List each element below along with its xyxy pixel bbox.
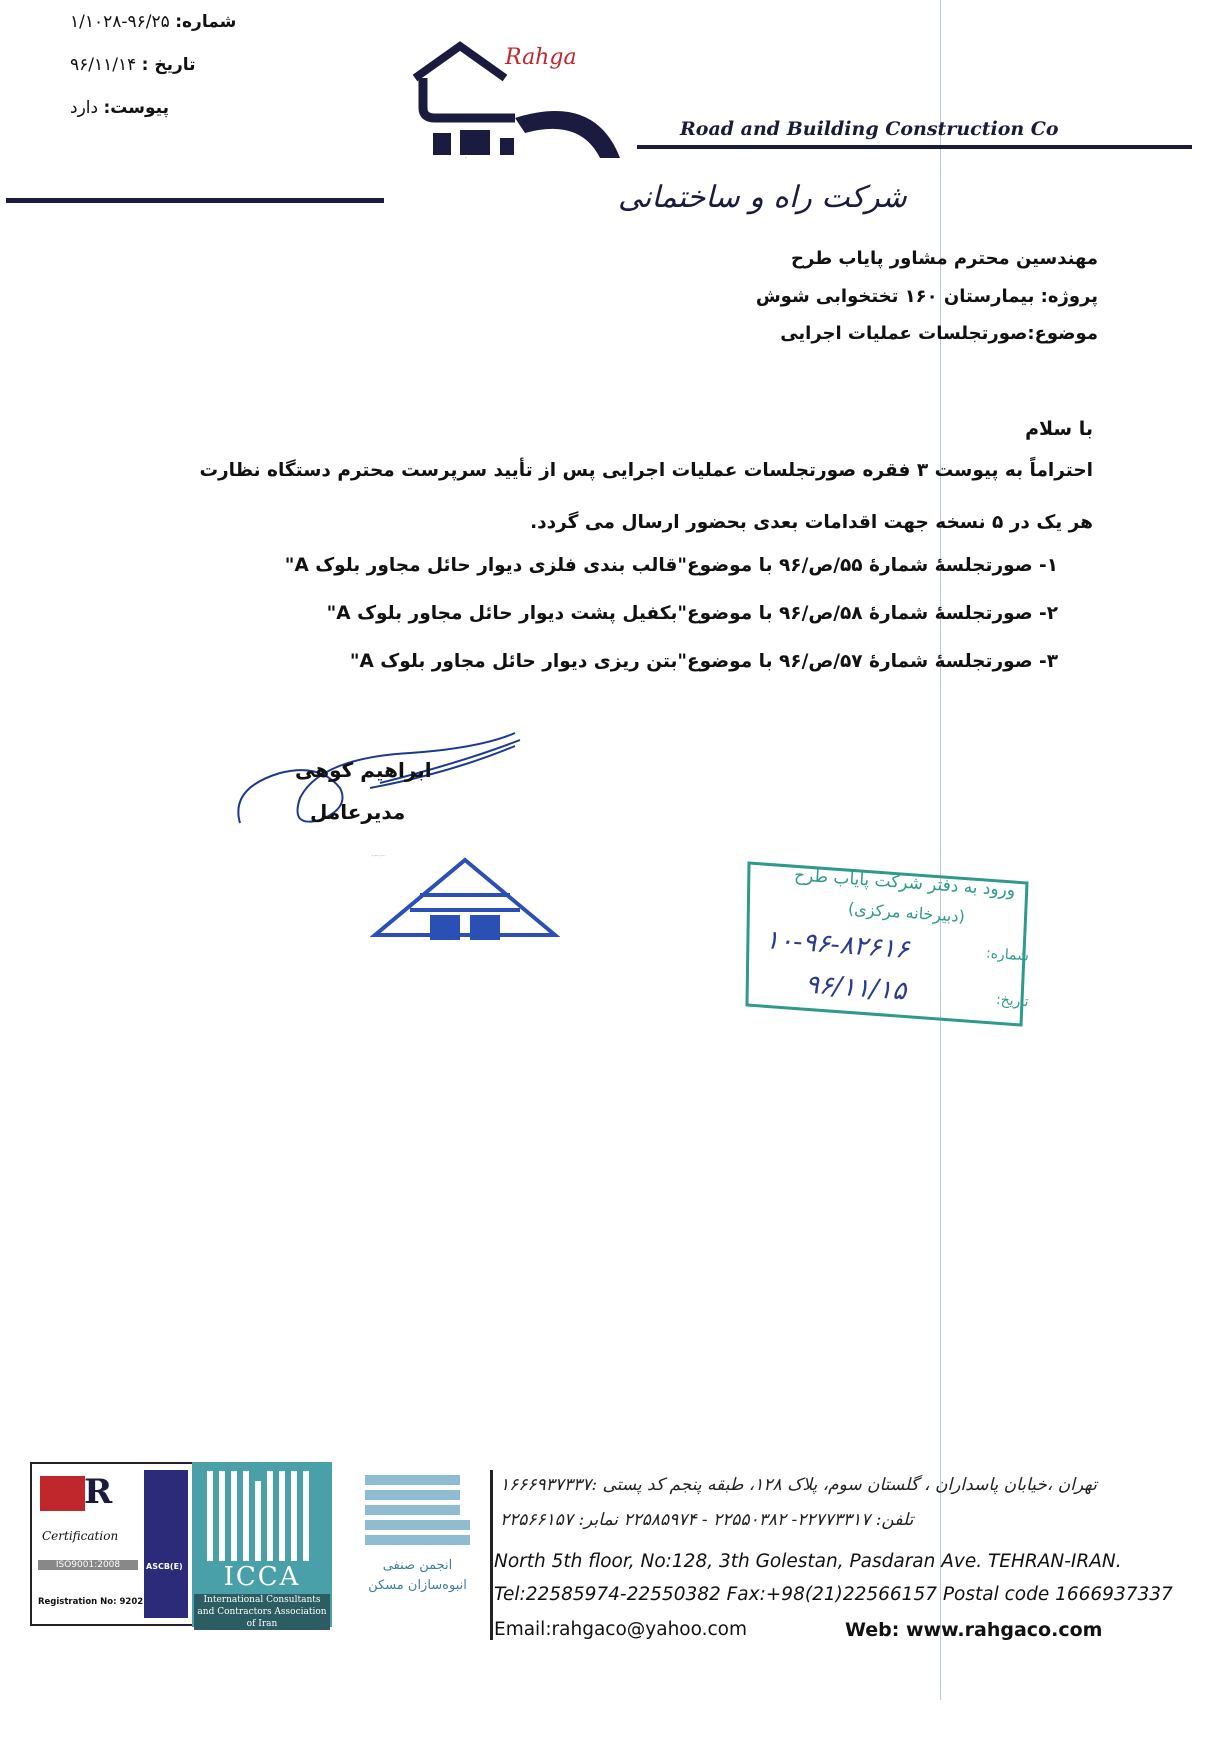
- received-stamp-line1: ورود به دفتر شرکت پایاب طرح: [793, 865, 1016, 901]
- body-paragraph-line1: احتراماً به پیوست ۳ فقره صورتجلسات عملیات اجرایی پس از تأیید سرپرست محترم دستگاه نظارت: [199, 460, 1093, 481]
- footer-phone-fa: تلفن: ۲۲۷۷۳۳۱۷- ۲۲۵۵۰۳۸۲ - ۲۲۵۸۵۹۷۴ نمابر: ۲۲۵۶۶۱۵۷: [500, 1510, 914, 1530]
- received-number: ۱۰-۹۶-۸۲۶۱۶: [764, 924, 911, 966]
- company-name-en: Road and Building Construction Co: [680, 118, 1059, 140]
- letter-date: [70, 55, 196, 75]
- footer-email: Email:rahgaco@yahoo.com: [494, 1619, 748, 1640]
- letter-date-label: تاریخ :: [141, 55, 196, 75]
- logo-mark-text: رهگا: [465, 158, 467, 159]
- housing-association-logo: [360, 1470, 475, 1610]
- footer-address-fa: تهران ،خیابان پاسداران ، گلستان سوم، پلاک ۱۲۸، طبقه پنجم کد پستی :۱۶۶۶۹۳۷۳۳۷: [500, 1475, 1097, 1495]
- logo-script: Rahga: [505, 45, 577, 70]
- certification-mark-icon: [40, 1476, 85, 1511]
- company-name-fa: شرکت راه و ساختمانی: [618, 180, 907, 215]
- housing-grid-icon: [360, 1470, 475, 1550]
- cert-certification: Certification: [42, 1529, 119, 1543]
- cert-iso: ISO9001:2008: [38, 1560, 138, 1570]
- footer-divider: [490, 1470, 493, 1640]
- addressee-to: مهندسین محترم مشاور پایاب طرح: [791, 248, 1098, 269]
- footer-web: Web: www.rahgaco.com: [845, 1619, 1103, 1641]
- letter-attachment: [70, 98, 169, 118]
- company-seal-text: شرکت مهندسی رهگا سهامی خاص: [371, 856, 386, 857]
- received-date: ۹۶/۱۱/۱۵: [804, 969, 908, 1007]
- letter-attachment-value: دارد: [70, 98, 99, 118]
- cert-ascb: ASCB(E): [146, 1562, 183, 1571]
- icca-building-icon: [192, 1466, 332, 1566]
- header-rule-right: [637, 145, 1192, 149]
- addressee-subject: موضوع:صورتجلسات عملیات اجرایی: [780, 323, 1098, 344]
- body-paragraph-line2: هر یک در ۵ نسخه جهت اقدامات بعدی بحضور ارسال می گردد.: [530, 512, 1093, 533]
- letter-number-value: ۹۶/۲۵-۱/۱۰۲۸: [70, 12, 170, 32]
- icca-abbr: ICCA: [223, 1562, 301, 1592]
- footer-address-en: North 5th floor, No:128, 3th Golestan, Pasdaran Ave. TEHRAN-IRAN.: [494, 1551, 1122, 1572]
- ascb-badge-icon: [144, 1470, 188, 1618]
- assoc-fa-line2: انبوه‌سازان مسکن: [368, 1578, 467, 1593]
- received-stamp: [745, 855, 1035, 1030]
- signer-title: مدیرعامل: [310, 800, 406, 824]
- greeting: با سلام: [1025, 418, 1093, 440]
- received-date-label: تاریخ:: [995, 991, 1030, 1011]
- company-seal-stamp-icon: [370, 855, 560, 980]
- addressee-project: پروژه: بیمارستان ۱۶۰ تختخوابی شوش: [755, 286, 1098, 307]
- iso-certification-logo: R Certification ISO9001:2008 Registration No: 9202 ASCB(E): [30, 1462, 194, 1626]
- signer-name: ابراهیم کوهی: [295, 758, 432, 782]
- icca-logo: [192, 1462, 332, 1627]
- received-number-label: شماره:: [985, 945, 1030, 965]
- icca-full: International Consultants and Contractors Association of Iran: [194, 1594, 330, 1630]
- cert-registration: Registration No: 9202: [38, 1597, 144, 1607]
- list-item: ۳- صورتجلسهٔ شمارهٔ ۵۷/ص/۹۶ با موضوع"بتن ریزی دیوار حائل مجاور بلوک A": [349, 651, 1058, 672]
- letter-date-value: ۹۶/۱۱/۱۴: [70, 55, 137, 75]
- letter-attachment-label: پیوست:: [103, 98, 169, 118]
- letter-number: [70, 12, 236, 32]
- assoc-fa-line1: انجمن صنفی: [382, 1558, 453, 1573]
- footer-phones-en: Tel:22585974-22550382 Fax:+98(21)22566157 Postal code 1666937337: [494, 1584, 1173, 1605]
- list-item: ۱- صورتجلسهٔ شمارهٔ ۵۵/ص/۹۶ با موضوع"قالب بندی فلزی دیوار حائل مجاور بلوک A": [284, 555, 1058, 576]
- received-stamp-line2: (دبیرخانه مرکزی): [847, 898, 966, 927]
- letter-number-label: شماره:: [175, 12, 237, 32]
- header-rule-left: [6, 198, 384, 203]
- list-item: ۲- صورتجلسهٔ شمارهٔ ۵۸/ص/۹۶ با موضوع"بکفیل پشت دیوار حائل مجاور بلوک A": [326, 603, 1058, 624]
